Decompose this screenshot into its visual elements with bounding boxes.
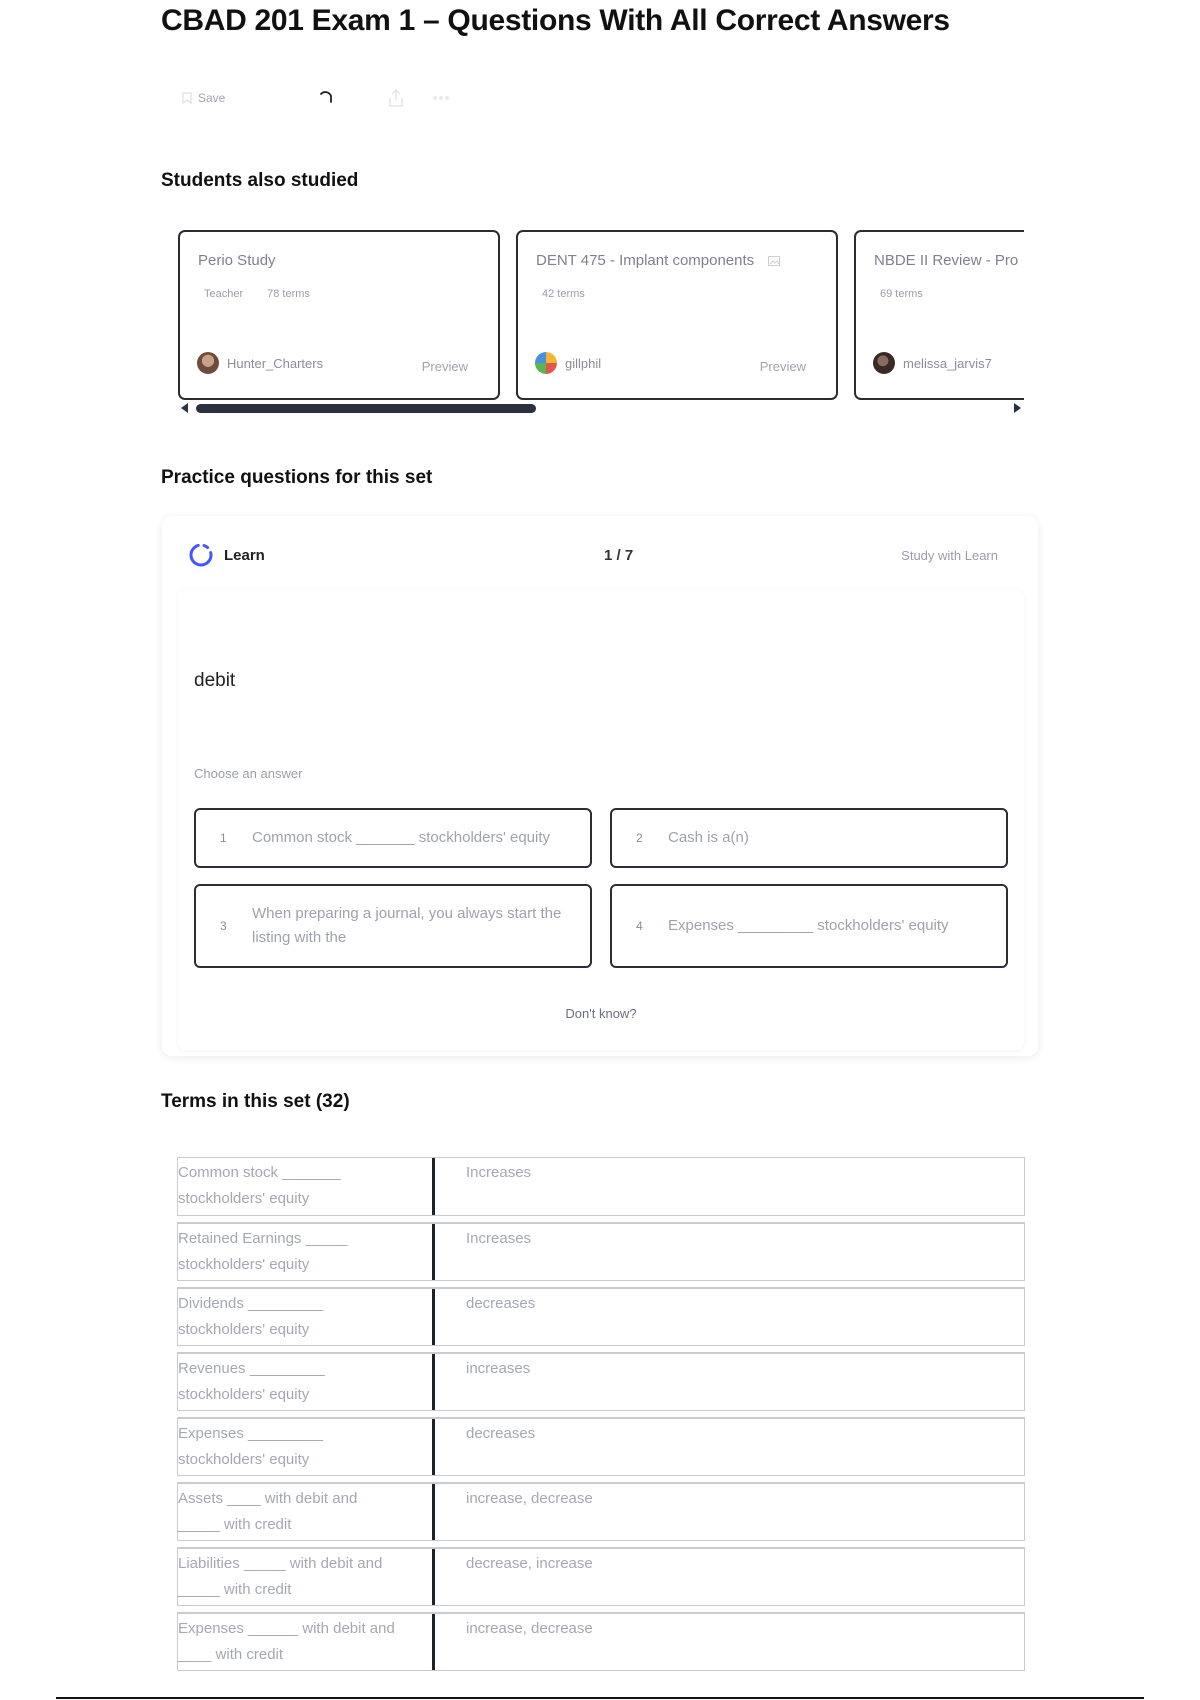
share-icon[interactable] — [388, 89, 404, 107]
question-term: debit — [194, 670, 236, 691]
table-row — [177, 1417, 1025, 1476]
option-number: 4 — [636, 919, 643, 933]
card-user[interactable] — [535, 352, 601, 374]
study-with-learn-link[interactable]: Study with Learn — [901, 547, 998, 563]
definition-cell: decreases — [466, 1295, 536, 1312]
definition-cell: decreases — [466, 1425, 536, 1442]
term-cell: Assets ____ with debit and _____ with credit — [178, 1484, 435, 1540]
card-footer — [873, 352, 1024, 374]
terms-table — [177, 1157, 1025, 1677]
avatar — [535, 352, 557, 374]
term-cell: Common stock _______ stockholders' equity — [178, 1158, 435, 1215]
definition-cell: increases — [466, 1360, 531, 1377]
study-set-carousel — [178, 230, 1024, 410]
term-cell: Retained Earnings _____ stockholders' equity — [178, 1224, 435, 1280]
option-text: Cash is a(n) — [668, 829, 749, 846]
question-counter: 1 / 7 — [604, 546, 634, 564]
scroll-right-arrow-icon[interactable] — [1014, 403, 1021, 413]
card-term-count: 78 terms — [267, 288, 310, 300]
card-meta — [874, 288, 1024, 300]
card-role: Teacher — [204, 288, 244, 300]
table-row — [177, 1287, 1025, 1346]
option-text: Common stock _______ stockholders' equity — [252, 829, 551, 846]
card-footer — [535, 352, 806, 374]
loading-spinner-icon — [318, 90, 334, 106]
learn-panel — [162, 516, 1038, 1056]
students-also-studied-heading: Students also studied — [161, 170, 359, 191]
toolbar — [182, 86, 450, 110]
card-term-count: 69 terms — [880, 288, 923, 300]
card-title — [536, 252, 818, 269]
image-icon — [768, 256, 780, 266]
save-label: Save — [198, 91, 226, 105]
answer-option-4[interactable] — [610, 884, 1008, 968]
question-card — [178, 590, 1024, 1050]
bookmark-icon — [182, 92, 192, 104]
preview-link[interactable]: Preview — [759, 358, 806, 374]
practice-questions-heading: Practice questions for this set — [161, 467, 433, 488]
table-row — [177, 1547, 1025, 1606]
dont-know-button[interactable]: Don't know? — [565, 1006, 637, 1021]
term-cell: Expenses ______ with debit and ____ with credit — [178, 1614, 435, 1670]
table-row — [177, 1482, 1025, 1541]
card-title-text: DENT 475 - Implant components — [536, 252, 755, 269]
learn-label: Learn — [224, 546, 265, 564]
avatar — [873, 352, 895, 374]
avatar — [197, 352, 219, 374]
answer-option-2[interactable] — [610, 808, 1008, 868]
term-cell: Liabilities _____ with debit and _____ with credit — [178, 1549, 435, 1605]
answer-option-1[interactable] — [194, 808, 592, 868]
option-text: When preparing a journal, you always start the listing with the — [252, 905, 562, 946]
study-set-card[interactable] — [516, 230, 838, 400]
table-row — [177, 1612, 1025, 1671]
answer-option-3[interactable] — [194, 884, 592, 968]
card-user[interactable] — [873, 352, 992, 374]
definition-cell: increase, decrease — [466, 1490, 593, 1507]
scroll-left-arrow-icon[interactable] — [181, 403, 188, 413]
table-row — [177, 1352, 1025, 1411]
card-title: Perio Study — [198, 252, 276, 269]
terms-heading: Terms in this set (32) — [161, 1091, 350, 1112]
study-set-card[interactable] — [178, 230, 500, 400]
term-cell: Dividends _________ stockholders' equity — [178, 1289, 435, 1345]
table-row — [177, 1222, 1025, 1281]
page-bottom-divider — [56, 1697, 1144, 1699]
card-term-count: 42 terms — [542, 288, 585, 300]
study-set-card[interactable] — [854, 230, 1024, 400]
learn-header — [188, 540, 998, 570]
option-number: 3 — [220, 919, 227, 933]
card-meta — [536, 288, 818, 300]
definition-cell: increase, decrease — [466, 1620, 593, 1637]
save-button[interactable] — [182, 91, 242, 105]
term-cell: Revenues _________ stockholders' equity — [178, 1354, 435, 1410]
card-username: melissa_jarvis7 — [903, 355, 992, 371]
definition-cell: Increases — [466, 1230, 532, 1247]
learn-mode-icon — [188, 542, 214, 568]
choose-answer-label: Choose an answer — [194, 766, 303, 781]
table-row — [177, 1157, 1025, 1216]
card-user[interactable] — [197, 352, 323, 374]
carousel-scrollbar[interactable] — [178, 402, 1024, 414]
card-username: gillphil — [565, 355, 602, 371]
option-number: 1 — [220, 831, 227, 845]
scrollbar-thumb[interactable] — [196, 404, 536, 413]
more-options-icon[interactable] — [432, 95, 450, 101]
preview-link[interactable]: Preview — [421, 358, 468, 374]
term-cell: Expenses _________ stockholders' equity — [178, 1419, 435, 1475]
card-meta — [198, 288, 480, 300]
card-username: Hunter_Charters — [227, 355, 324, 371]
card-footer — [197, 352, 468, 374]
option-text: Expenses _________ stockholders' equity — [668, 917, 949, 934]
option-number: 2 — [636, 831, 643, 845]
page-title: CBAD 201 Exam 1 – Questions With All Correct Answers — [161, 4, 950, 37]
definition-cell: decrease, increase — [466, 1555, 593, 1572]
card-title: NBDE II Review - Pro — [874, 252, 1019, 269]
definition-cell: Increases — [466, 1164, 532, 1181]
